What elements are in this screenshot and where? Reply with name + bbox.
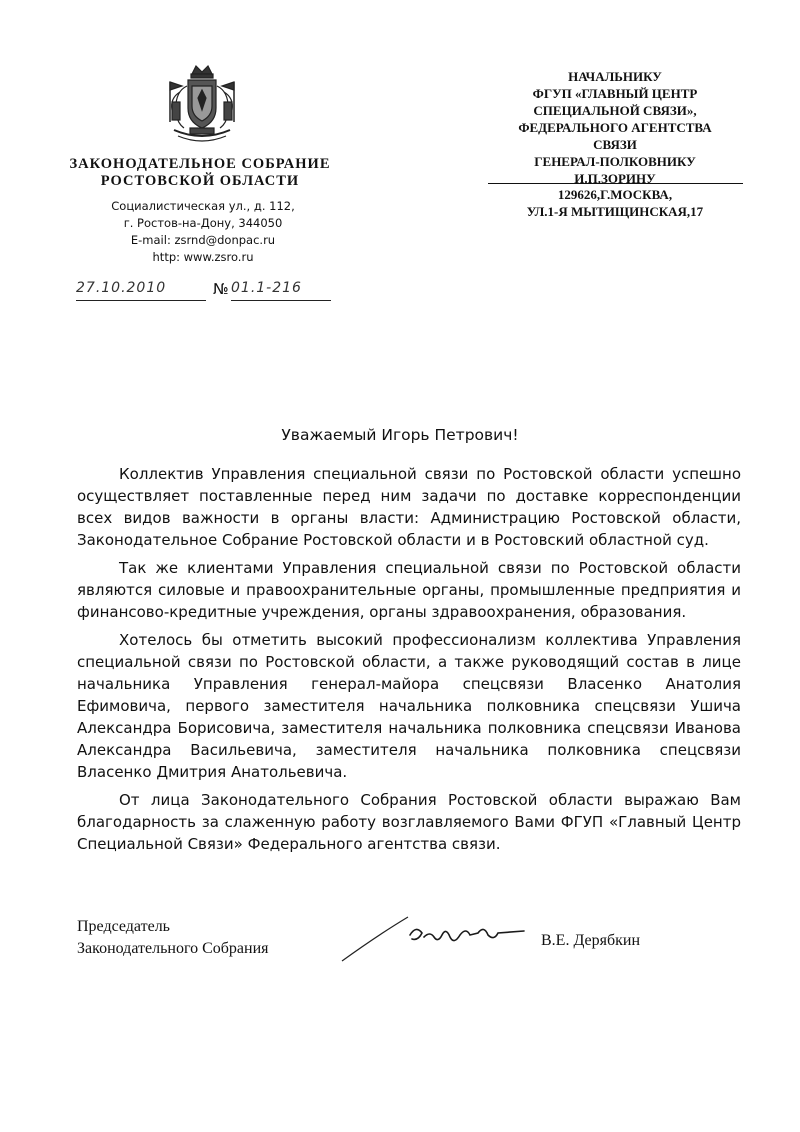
- recipient-line: НАЧАЛЬНИКУ: [568, 69, 662, 84]
- registration-number: 01.1-216: [231, 280, 331, 301]
- sender-org-name-line2: РОСТОВСКОЙ ОБЛАСТИ: [100, 173, 300, 189]
- registration-date: 27.10.2010: [76, 280, 206, 301]
- recipient-line: СПЕЦИАЛЬНОЙ СВЯЗИ»,: [533, 103, 697, 118]
- registration-number-label: №: [213, 280, 229, 298]
- recipient-line: СВЯЗИ: [593, 137, 637, 152]
- sender-address: [98, 198, 308, 266]
- recipient-divider: [488, 183, 743, 184]
- sender-address-line2: г. Ростов-на-Дону, 344050: [123, 216, 283, 230]
- letter-greeting: Уважаемый Игорь Петрович!: [281, 426, 519, 444]
- signatory-name: В.Е. Дерябкин: [541, 932, 641, 949]
- recipient-line: ФГУП «ГЛАВНЫЙ ЦЕНТР: [532, 86, 698, 101]
- signatory-title-line1: Председатель: [77, 918, 170, 935]
- coat-of-arms-emblem: [160, 62, 244, 148]
- registration-line: [68, 280, 338, 302]
- recipient-address-line2: УЛ.1-Я МЫТИЩИНСКАЯ,17: [526, 204, 704, 219]
- sender-org-name: [50, 156, 350, 190]
- signatory-title: [77, 916, 337, 960]
- sender-website: http: www.zsro.ru: [152, 250, 254, 264]
- sender-address-line1: Социалистическая ул., д. 112,: [111, 199, 295, 213]
- recipient-address-line1: 129626,Г.МОСКВА,: [557, 187, 673, 202]
- letter-body: [77, 463, 741, 861]
- letter-paragraph: От лица Законодательного Собрания Ростовской области выражаю Вам благодарность за слаженную работу возглавляемого Вами ФГУП «Главный Центр Специальной Связи» Федерального агентства связи.: [77, 791, 741, 853]
- letter-paragraph: Так же клиентами Управления специальной связи по Ростовской области являются силовые и правоохранительные органы, промышленные предприятия и финансово-кредитные учреждения, органы здравоохранения, образования.: [77, 559, 741, 621]
- signatory-title-line2: Законодательного Собрания: [77, 940, 269, 957]
- handwritten-signature: [338, 905, 528, 965]
- sender-email: E-mail: zsrnd@donpac.ru: [130, 233, 276, 247]
- sender-org-name-line1: ЗАКОНОДАТЕЛЬНОЕ СОБРАНИЕ: [69, 156, 331, 172]
- recipient-line: И.П.ЗОРИНУ: [574, 171, 656, 186]
- letter-paragraph: Коллектив Управления специальной связи по Ростовской области успешно осуществляет поставленные перед ним задачи по доставке корреспонденции всех видов важности в органы власти: Администрацию Ростовской области, Законодательное Собрание Ростовской области и в Ростовский областной суд.: [77, 465, 741, 549]
- recipient-address: [490, 186, 740, 220]
- recipient-line: ГЕНЕРАЛ-ПОЛКОВНИКУ: [534, 154, 696, 169]
- recipient-line: ФЕДЕРАЛЬНОГО АГЕНТСТВА: [518, 120, 712, 135]
- recipient-block: [490, 68, 740, 187]
- letter-paragraph: Хотелось бы отметить высокий профессионализм коллектива Управления специальной связи по Ростовской области, а также руководящий состав в лице начальника Управления генерал-майора спецсвязи Власенко Анатолия Ефимовича, первого заместителя начальника полковника спецсвязи Ушича Александра Борисовича, заместителя начальника полковника спецсвязи Иванова Александра Васильевича, заместителя начальника полковника спецсвязи Власенко Дмитрия Анатольевича.: [77, 631, 741, 781]
